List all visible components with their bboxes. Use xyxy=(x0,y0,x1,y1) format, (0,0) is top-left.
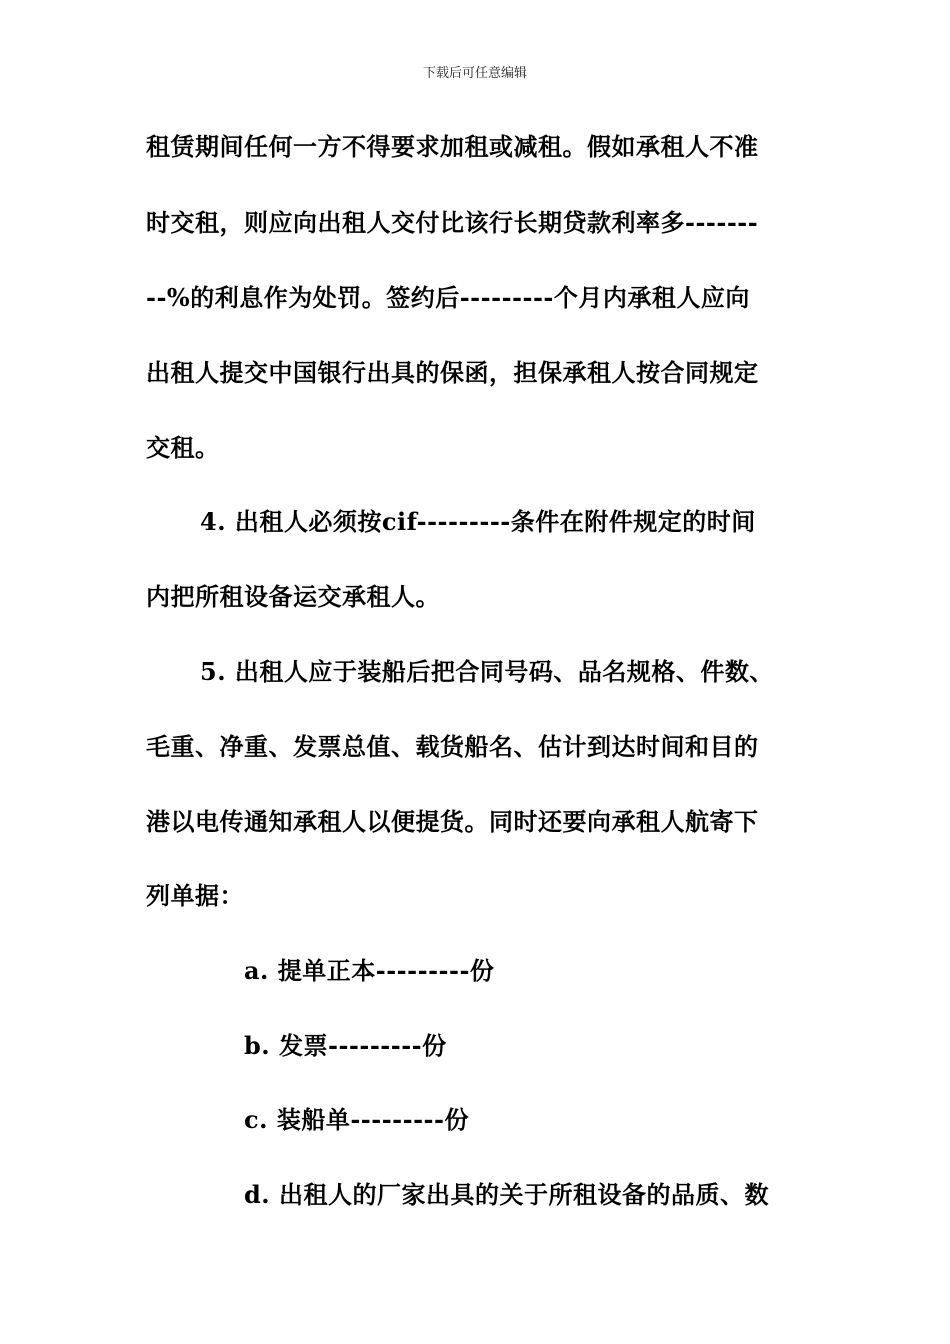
body-line-2: 时交租，则应向出租人交付比该行长期贷款利率多------- xyxy=(146,208,759,237)
document-item-b: b. 发票---------份 xyxy=(244,1031,447,1060)
body-line-5: 交租。 xyxy=(146,433,220,462)
clause-5-line-3: 港以电传通知承租人以便提货。同时还要向承租人航寄下 xyxy=(146,807,759,836)
page-header: 下载后可任意编辑 xyxy=(422,66,527,81)
body-line-4: 出租人提交中国银行出具的保函，担保承租人按合同规定 xyxy=(146,358,759,387)
document-item-d: d. 出租人的厂家出具的关于所租设备的品质、数 xyxy=(244,1180,769,1209)
body-line-3: --%的利息作为处罚。签约后---------个月内承租人应向 xyxy=(146,283,750,312)
clause-4-line-2: 内把所租设备运交承租人。 xyxy=(146,582,440,611)
clause-5-line-4: 列单据： xyxy=(146,881,244,910)
document-item-c: c. 装船单---------份 xyxy=(244,1105,469,1134)
clause-5-line-1: 5. 出租人应于装船后把合同号码、品名规格、件数、 xyxy=(200,657,774,686)
clause-5-line-2: 毛重、净重、发票总值、载货船名、估计到达时间和目的 xyxy=(146,732,759,761)
document-item-a: a. 提单正本---------份 xyxy=(244,956,495,985)
clause-4-line-1: 4. 出租人必须按cif---------条件在附件规定的时间 xyxy=(200,507,756,536)
body-line-1: 租赁期间任何一方不得要求加租或减租。假如承租人不准 xyxy=(146,132,759,161)
